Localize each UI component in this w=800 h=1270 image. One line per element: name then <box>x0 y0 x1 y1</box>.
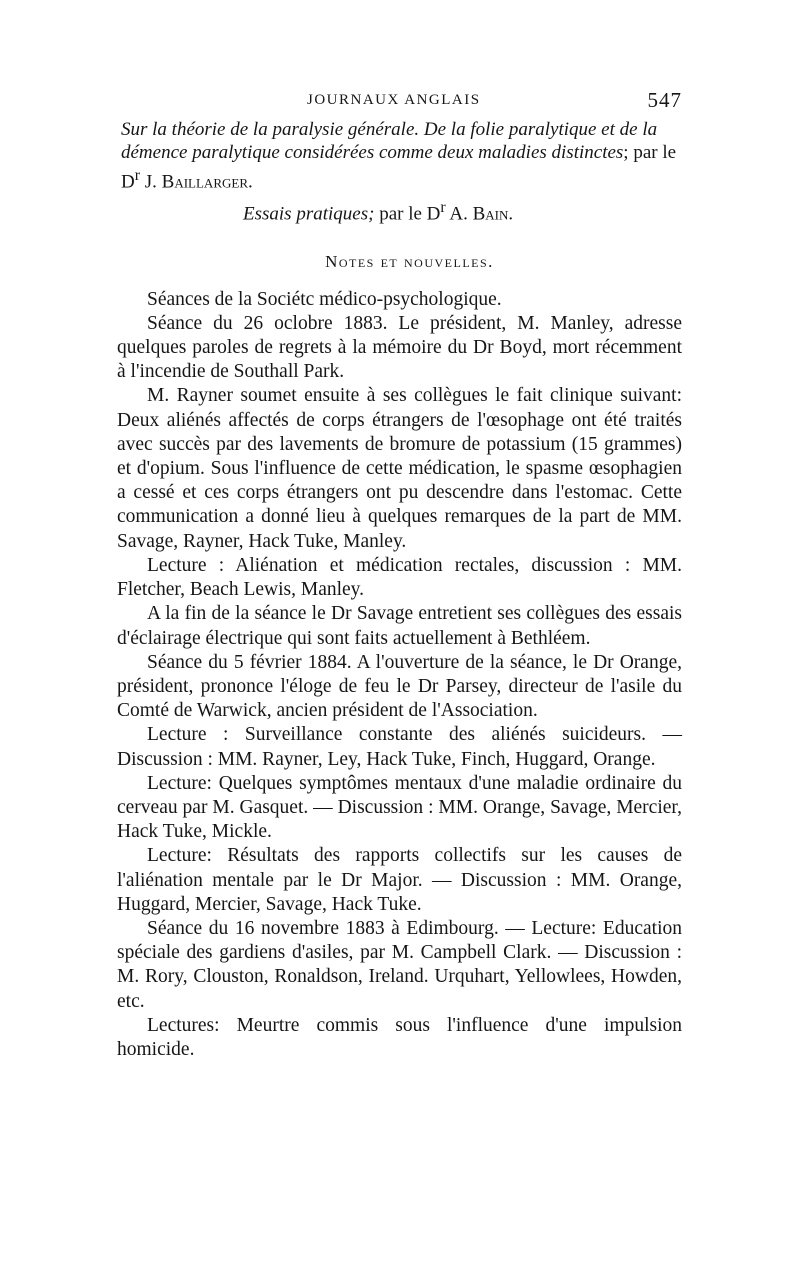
paragraph: M. Rayner soumet ensuite à ses collègues le fait clinique suivant: Deux aliénés affectés de corps étrangers de l'œsophage ont été traités avec succès par des lavements de bromure de potassium (15 grammes) et d'opium. Sous l'influence de cette médication, le spasme œsophagien a cessé et ces corps étrangers ont pu descendre dans l'estomac. Cette communication a donné lieu à quelques remarques de la part de MM. Savage, Rayner, Hack Tuke, Manley. <box>117 385 682 552</box>
paragraph: A la fin de la séance le Dr Savage entretient ses collègues des essais d'éclairage électrique qui sont faits actuellement à Bethléem. <box>117 603 682 649</box>
bibliography-by: ; par le D <box>121 142 677 193</box>
bibliography-title: Sur la théorie de la paralysie générale. De la folie paralytique et de la démence paralytique considérées comme deux maladies distinctes <box>121 119 658 163</box>
paragraph: Séance du 26 oclobre 1883. Le président, M. Manley, adresse quelques paroles de regrets à la mémoire du Dr Boyd, mort récemment à l'incendie de Southall Park. <box>117 312 682 383</box>
bibliography-author: J. Baillarger. <box>140 171 253 193</box>
bibliography-sup: r <box>134 167 141 184</box>
paragraph: Lecture: Quelques symptômes mentaux d'une maladie ordinaire du cerveau par M. Gasquet. — Discussion : MM. Orange, Savage, Mercier, Hack Tuke, Mickle. <box>117 772 682 843</box>
paragraph: Lecture: Résultats des rapports collectifs sur les causes de l'aliénation mentale par le Dr Major. — Discussion : MM. Orange, Huggard, Mercier, Savage, Hack Tuke. <box>117 845 682 915</box>
running-title: JOURNAUX ANGLAIS <box>307 92 481 108</box>
paragraph: Séance du 16 novembre 1883 à Edimbourg. — Lecture: Education spéciale des gardiens d'asiles, par M. Campbell Clark. — Discussion : M. Rory, Clouston, Ronaldson, Ireland. Urquhart, Yellowlees, Howden, etc. <box>117 917 682 1012</box>
bibliography-entry-bain <box>117 196 682 225</box>
running-head <box>117 88 682 118</box>
bibliography-author: A. Bain. <box>445 203 514 225</box>
paragraph: Séances de la Sociétc médico-psychologique. <box>147 288 502 310</box>
bibliography-by: par le D <box>374 203 441 225</box>
paragraph: Lectures: Meurtre commis sous l'influence d'une impulsion homicide. <box>117 1014 682 1060</box>
paragraph: Lecture : Surveillance constante des aliénés suicideurs. — Discussion : MM. Rayner, Ley, Hack Tuke, Finch, Huggard, Orange. <box>117 724 682 770</box>
bibliography-entry-baillarger <box>117 118 682 193</box>
section-heading: Notes et nouvelles. <box>325 251 494 271</box>
bibliography-title: Essais pratiques; <box>243 203 375 225</box>
paragraph: Séance du 5 février 1884. A l'ouverture de la séance, le Dr Orange, président, prononce l'éloge de feu le Dr Parsey, directeur de l'asile du Comté de Warwick, ancien président de l'Association. <box>117 651 682 722</box>
bibliography-sup: r <box>440 199 446 217</box>
paragraph: Lecture : Aliénation et médication rectales, discussion : MM. Fletcher, Beach Lewis, Manley. <box>117 554 682 601</box>
page-number: 547 <box>647 88 682 112</box>
page <box>117 88 682 1062</box>
